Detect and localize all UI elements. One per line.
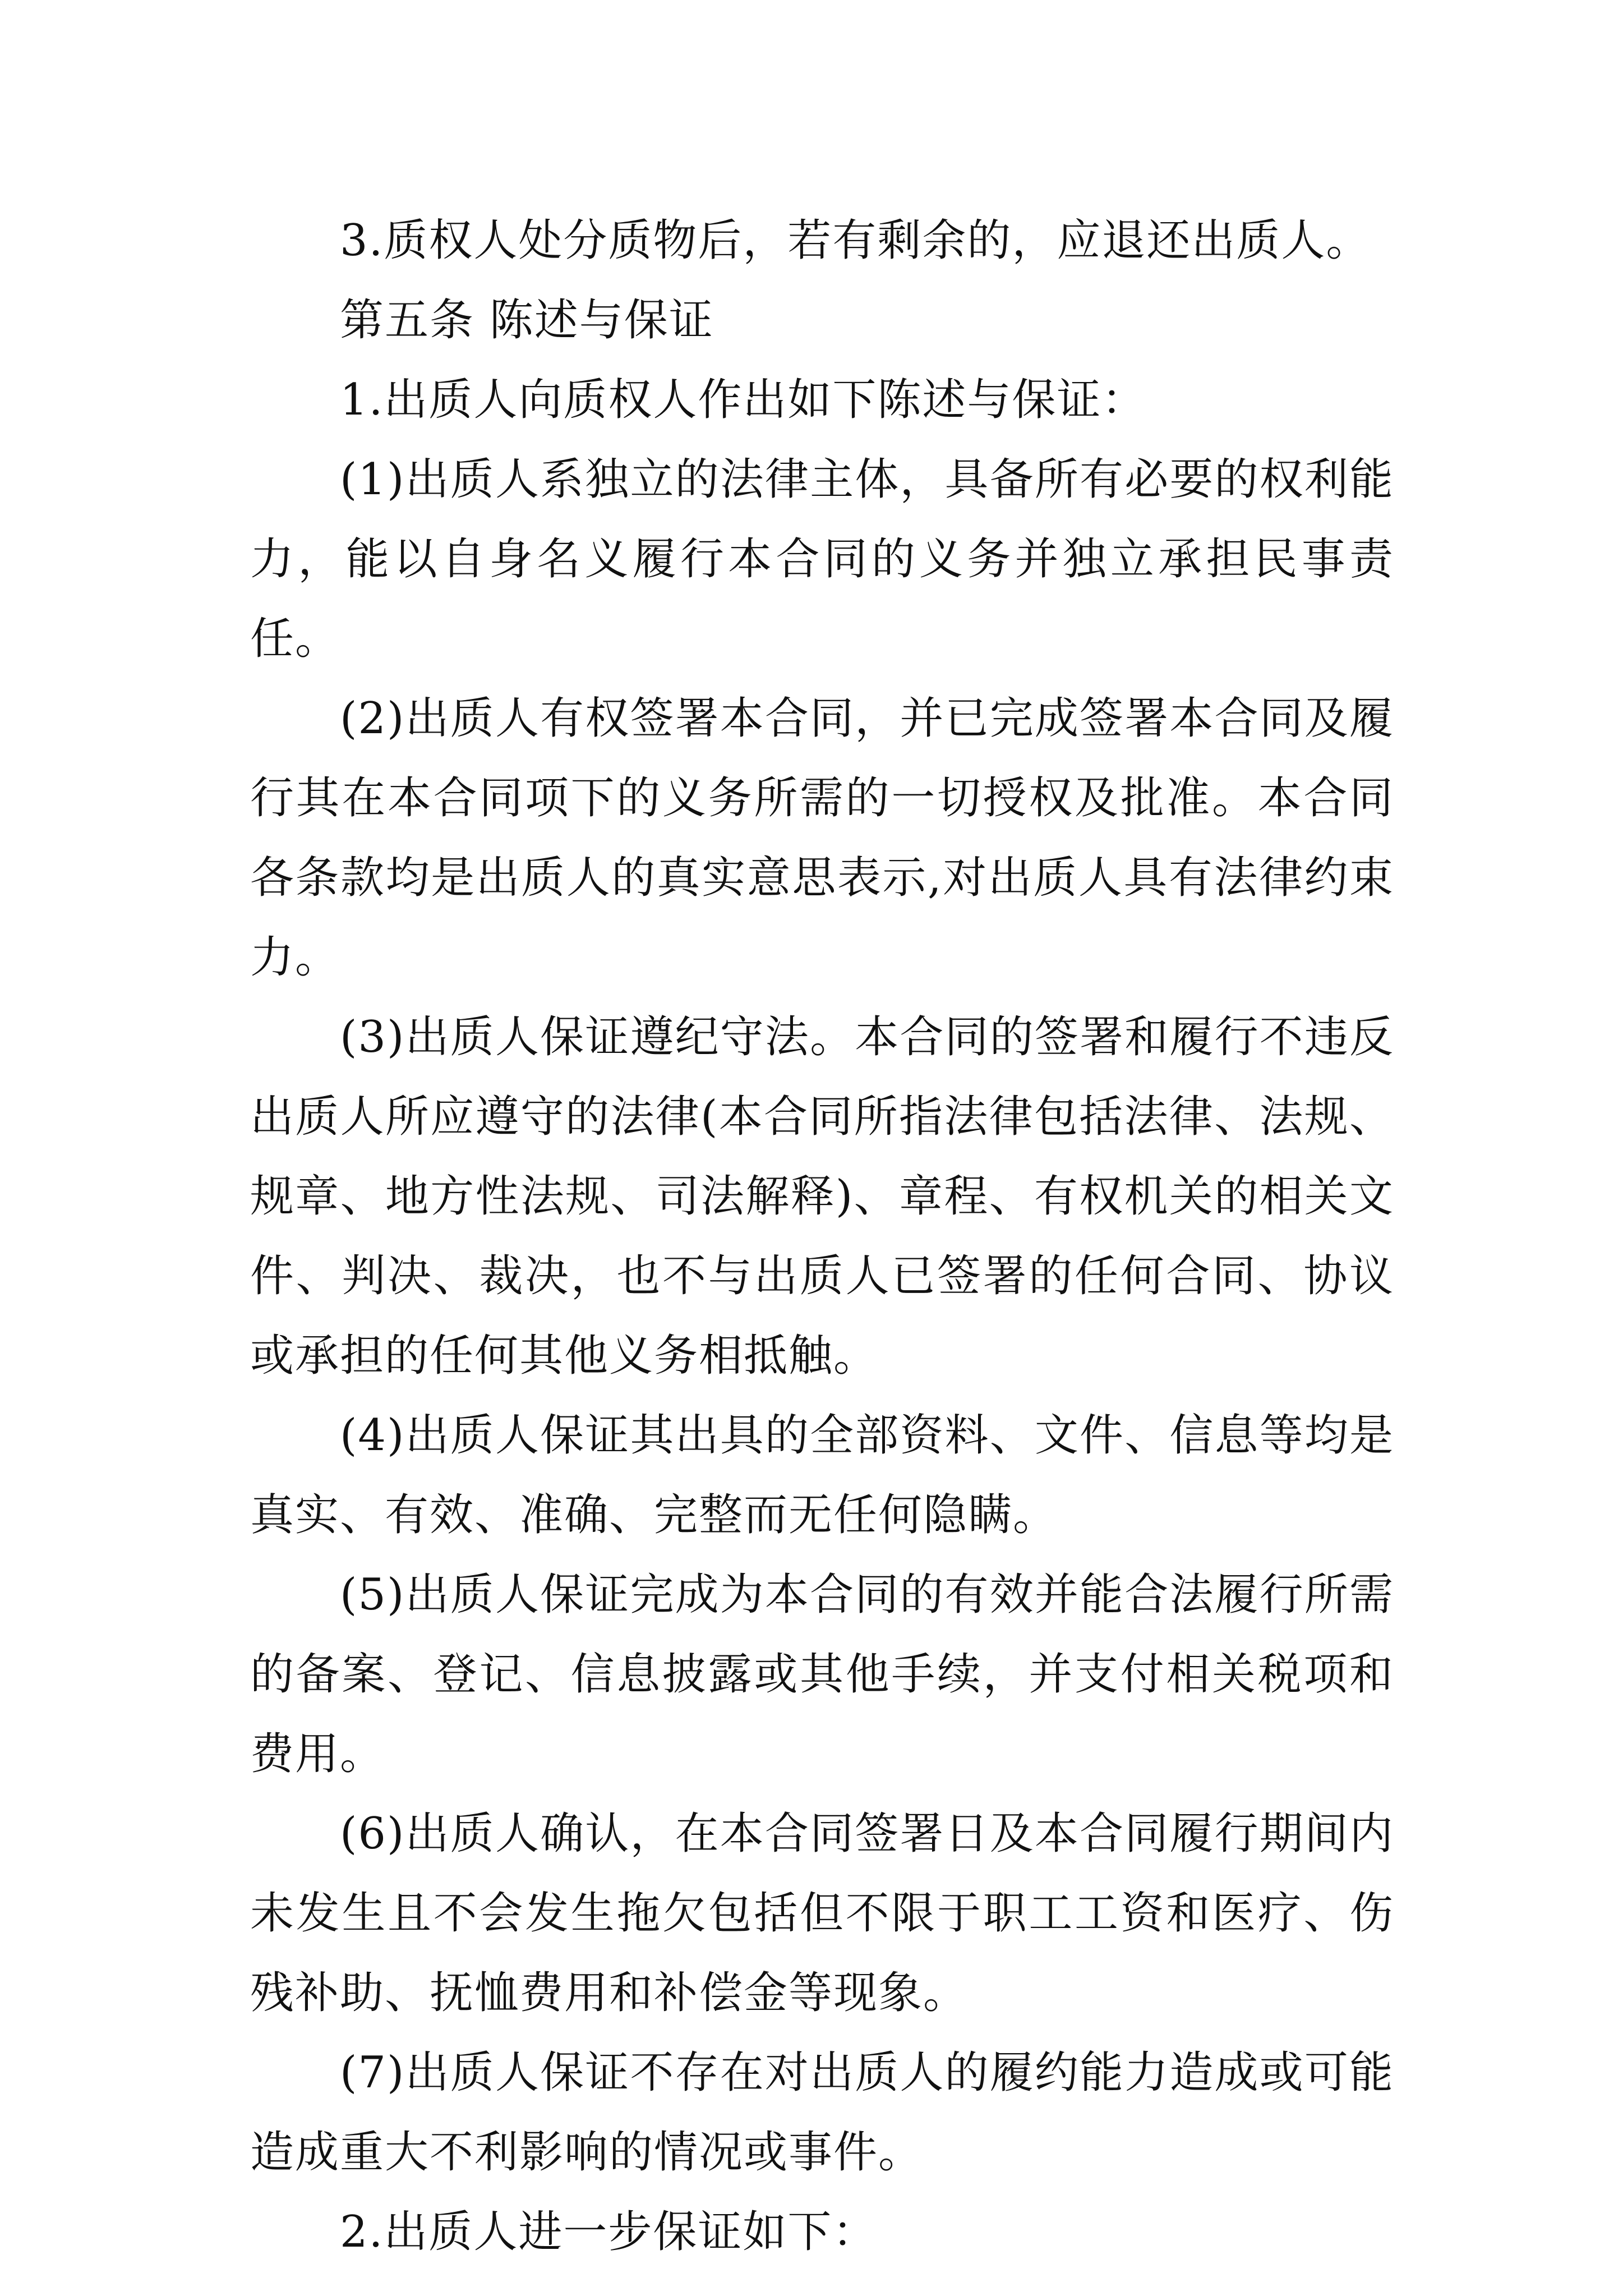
paragraph-item-3: (3)出质人保证遵纪守法。本合同的签署和履行不违反出质人所应遵守的法律(本合同所指法律包括法律、法规、规章、地方性法规、司法解释)、章程、有权机关的相关文件、判决、裁决，也不与出质人已签署的任何合同、协议或承担的任何其他义务相抵触。 [250, 1012, 1394, 1381]
article-5-heading: 第五条 陈述与保证 [340, 295, 714, 346]
paragraph-item-7: (7)出质人保证不存在对出质人的履约能力造成或可能造成重大不利影响的情况或事件。 [250, 2047, 1394, 2178]
paragraph-item-2: (2)出质人有权签署本合同，并已完成签署本合同及履行其在本合同项下的义务所需的一切授权及批准。本合同各条款均是出质人的真实意思表示,对出质人具有法律约束力。 [250, 693, 1394, 983]
paragraph-item-1: (1)出质人系独立的法律主体，具备所有必要的权利能力，能以自身名义履行本合同的义务并独立承担民事责任。 [250, 454, 1394, 664]
paragraph-item-4: (4)出质人保证其出具的全部资料、文件、信息等均是真实、有效、准确、完整而无任何隐瞒。 [250, 1410, 1394, 1540]
paragraph-item-6: (6)出质人确认，在本合同签署日及本合同履行期间内未发生且不会发生拖欠包括但不限于职工工资和医疗、伤残补助、抚恤费用和补偿金等现象。 [250, 1809, 1394, 2018]
paragraph-clause-4-3: 3.质权人处分质物后，若有剩余的，应退还出质人。 [340, 215, 1371, 266]
paragraph-clause-5-2: 2.出质人进一步保证如下： [340, 2207, 878, 2257]
document-body [250, 201, 1394, 2272]
paragraph-item-5: (5)出质人保证完成为本合同的有效并能合法履行所需的备案、登记、信息披露或其他手续，并支付相关税项和费用。 [250, 1570, 1394, 1779]
paragraph-clause-5-1: 1.出质人向质权人作出如下陈述与保证： [340, 375, 1147, 425]
